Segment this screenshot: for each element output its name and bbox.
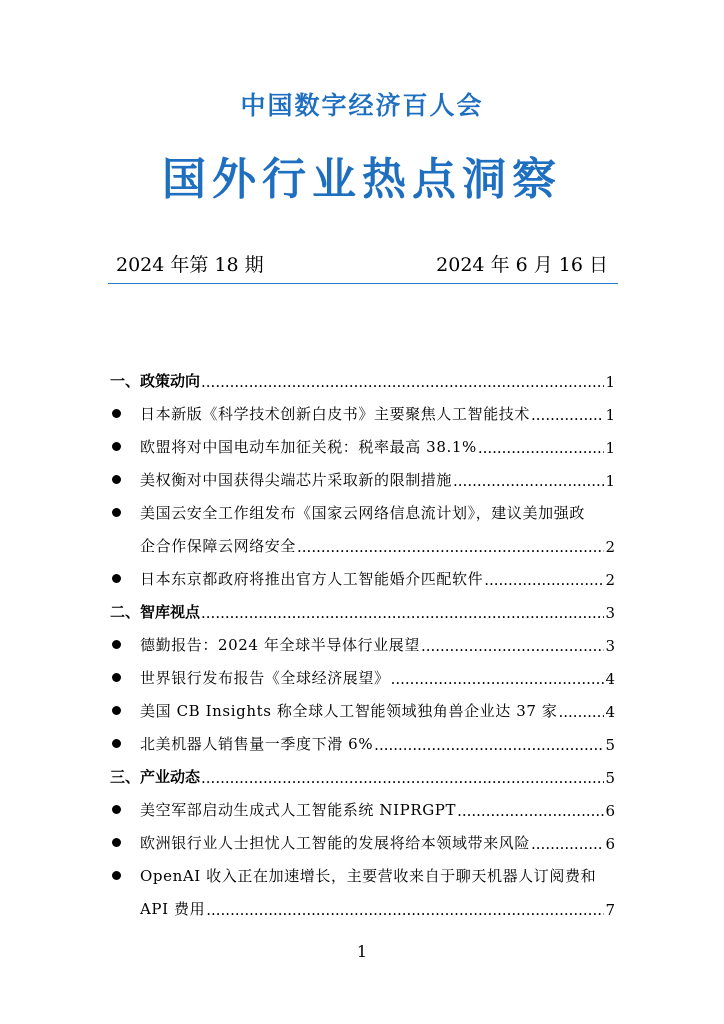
toc-leader-dots (453, 472, 604, 490)
toc-item-line-1 (110, 853, 615, 886)
toc-item-line-2 (110, 523, 615, 556)
bullet-icon (112, 475, 121, 484)
toc-entry-label: 美国 CB Insights 称全球人工智能领域独角兽企业达 37 家 (140, 702, 558, 720)
toc-item[interactable] (110, 820, 615, 853)
toc-leader-dots (201, 604, 604, 622)
toc-entry-label: 三、产业动态 (110, 768, 201, 786)
toc-item[interactable] (110, 556, 615, 589)
bullet-icon (112, 805, 121, 814)
toc-item-multiline[interactable] (110, 490, 615, 556)
header-divider (108, 283, 618, 284)
toc-item[interactable] (110, 655, 615, 688)
toc-leader-dots (201, 769, 604, 787)
toc-entry-label: 北美机器人销售量一季度下滑 6% (140, 735, 374, 753)
toc-leader-dots (457, 802, 604, 820)
toc-leader-dots (391, 670, 605, 688)
toc-leader-dots (201, 373, 604, 391)
toc-section-think-tank[interactable] (110, 589, 615, 622)
toc-leader-dots (421, 637, 605, 655)
toc-item[interactable] (110, 688, 615, 721)
toc-page-number: 1 (605, 373, 615, 391)
bullet-icon (112, 409, 121, 418)
organization-name: 中国数字经济百人会 (240, 91, 484, 120)
toc-entry-label: 日本东京都政府将推出官方人工智能婚介匹配软件 (140, 570, 484, 588)
table-of-contents (110, 358, 615, 919)
toc-leader-dots (478, 439, 605, 457)
toc-leader-dots (374, 736, 604, 754)
toc-entry-label: 美权衡对中国获得尖端芯片采取新的限制措施 (140, 471, 453, 489)
bullet-icon (112, 706, 121, 715)
toc-page-number: 4 (605, 703, 615, 721)
issue-date: 2024 年 6 月 16 日 (436, 254, 608, 276)
toc-leader-dots (531, 406, 604, 424)
toc-entry-label: OpenAI 收入正在加速增长，主要营收来自于聊天机器人订阅费和 (140, 867, 597, 885)
toc-leader-dots (206, 901, 604, 919)
toc-page-number: 6 (605, 802, 615, 820)
issue-number: 2024 年第 18 期 (116, 254, 264, 276)
toc-item-line-1 (110, 490, 615, 523)
toc-page-number: 4 (605, 670, 615, 688)
toc-item-multiline[interactable] (110, 853, 615, 919)
issue-info-row (116, 251, 608, 279)
toc-page-number: 6 (605, 835, 615, 853)
bullet-icon (112, 838, 121, 847)
bullet-icon (112, 442, 121, 451)
toc-entry-label: 企合作保障云网络安全 (140, 537, 297, 555)
toc-entry-label: 二、智库视点 (110, 603, 201, 621)
toc-entry-label: 一、政策动向 (110, 372, 201, 390)
page-number: 1 (356, 942, 368, 961)
bullet-icon (112, 673, 121, 682)
toc-item-line-2 (110, 886, 615, 919)
bullet-icon (112, 739, 121, 748)
bullet-icon (112, 640, 121, 649)
toc-section-policy[interactable] (110, 358, 615, 391)
toc-page-number: 3 (605, 637, 615, 655)
toc-page-number: 2 (605, 571, 615, 589)
toc-item[interactable] (110, 391, 615, 424)
toc-entry-label: 美空军部启动生成式人工智能系统 NIPRGPT (140, 801, 457, 819)
toc-item[interactable] (110, 457, 615, 490)
toc-section-industry[interactable] (110, 754, 615, 787)
toc-item[interactable] (110, 424, 615, 457)
toc-leader-dots (559, 703, 605, 721)
toc-item[interactable] (110, 721, 615, 754)
bullet-icon (112, 508, 121, 517)
toc-page-number: 7 (605, 901, 615, 919)
toc-page-number: 3 (605, 604, 615, 622)
toc-entry-label: 欧洲银行业人士担忧人工智能的发展将给本领域带来风险 (140, 834, 531, 852)
toc-entry-label: 欧盟将对中国电动车加征关税：税率最高 38.1% (140, 438, 477, 456)
toc-page-number: 5 (605, 736, 615, 754)
toc-leader-dots (531, 835, 604, 853)
toc-leader-dots (484, 571, 604, 589)
toc-page-number: 5 (605, 769, 615, 787)
toc-entry-label: 世界银行发布报告《全球经济展望》 (140, 669, 390, 687)
bullet-icon (112, 871, 121, 880)
toc-entry-label: 日本新版《科学技术创新白皮书》主要聚焦人工智能技术 (140, 405, 531, 423)
toc-leader-dots (297, 538, 604, 556)
bullet-icon (112, 574, 121, 583)
toc-item[interactable] (110, 787, 615, 820)
toc-item[interactable] (110, 622, 615, 655)
toc-page-number: 2 (605, 538, 615, 556)
toc-page-number: 1 (605, 406, 615, 424)
toc-page-number: 1 (605, 472, 615, 490)
report-title: 国外行业热点洞察 (162, 154, 562, 205)
toc-entry-label: 德勤报告：2024 年全球半导体行业展望 (140, 636, 420, 654)
toc-page-number: 1 (605, 439, 615, 457)
toc-entry-label: API 费用 (140, 900, 206, 918)
toc-entry-label: 美国云安全工作组发布《国家云网络信息流计划》，建议美加强政 (140, 504, 585, 522)
